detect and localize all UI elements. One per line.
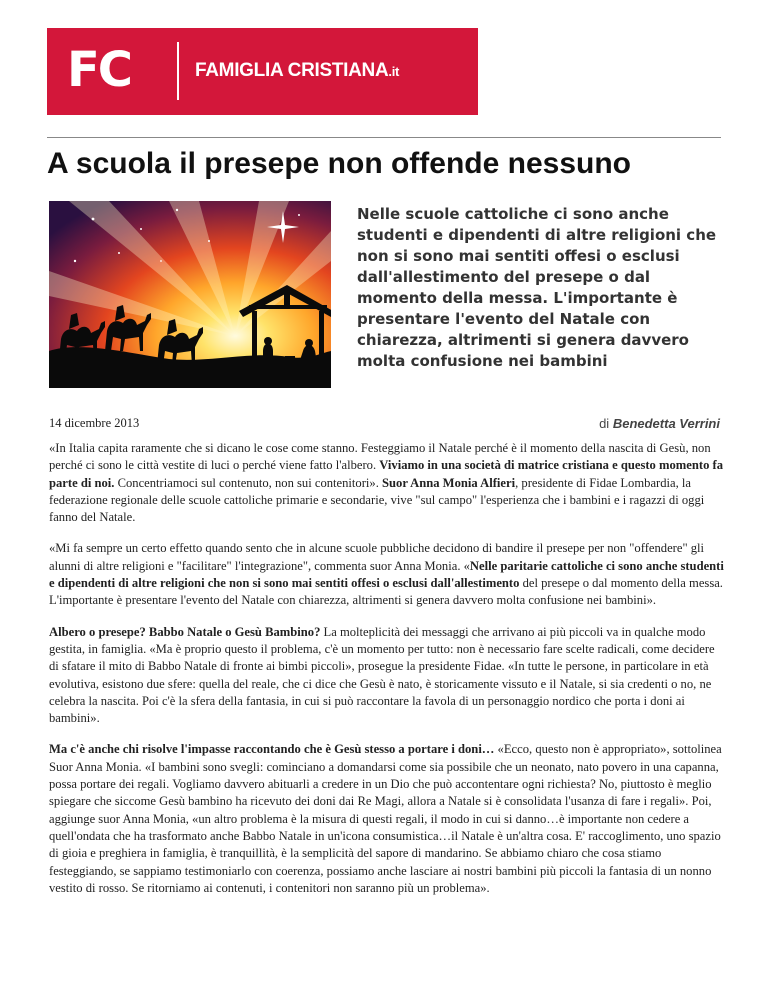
bold-text: Ma c'è anche chi risolve l'impasse raccontando che è Gesù stesso a portare i doni… — [49, 742, 495, 757]
byline — [599, 416, 720, 431]
logo-name — [195, 59, 399, 84]
text-run: , presidente di Fidae Lombardia, la federazione regionale delle scuole cattoliche primarie e secondarie, vive "sul campo" l'esperienza che i bambini e i ragazzi di oggi fanno del Natale. — [49, 475, 705, 525]
bold-text: Viviamo in una società di matrice cristiana e questo momento fa parte di noi. — [49, 458, 724, 490]
bold-text: Nelle paritarie cattoliche ci sono anche studenti e dipendenti di altre religioni che non si sono mai sentiti offesi o esclusi dall'allestimento — [49, 558, 724, 591]
logo-suffix: .it — [388, 64, 400, 79]
text-run: «Ecco, questo non è appropriato», sottolinea Suor Anna Monia. «I bambini sono svegli: cominciano a domandarsi come sia possibile che un neonato, nato povero in una capanna, possa portare dei regali. Vogliamo davvero abituarli a credere in un Dio che può accontentare ogni richiesta? No, piuttosto è meglio spiegare che siccome Gesù bambino ha ricevuto dei doni dai Re Magi, allora a Natale si è consolidata l'usanza di fare i regali». Poi, aggiunge suor Anna Monia, «un altro problema è la misura di questi regali, il modo in cui si danno…è importante non cedere a quell'ondata che ha trasformato anche Babbo Natale in un'icona consumistica…il Natale è un'altra cosa. E' raccoglimento, uno spazio di gioia e preghiera in famiglia, è tranquillità, è la semplicità del sapore di mandarino. Se abbiamo chiaro che cosa stiamo festeggiando, se sappiamo testimoniarlo con coerenza, possiamo anche lasciare ai nostri bambini più piccoli la fantasia di un nonno vestito di rosso. Se ritorniamo ai contenuti, i contenitori non saranno più un problema». — [49, 742, 722, 895]
text-run: «In Italia capita raramente che si dicano le cose come stanno. Festeggiamo il Natale perché è il momento della nascita di Gesù, non perché ci sono le città vestite di luci o perché viene fatto l'albero. — [49, 441, 711, 473]
site-logo[interactable] — [47, 28, 478, 115]
article-paragraph — [49, 624, 725, 728]
logo-divider — [177, 42, 179, 100]
text-run: Concentriamoci sul contenuto, non sui contenitori». — [114, 475, 383, 490]
author-name[interactable]: Benedetta Verrini — [612, 416, 720, 431]
article-body — [49, 440, 725, 911]
article-date: 14 dicembre 2013 — [49, 416, 140, 430]
article-paragraph — [49, 540, 725, 609]
bold-text: Albero o presepe? Babbo Natale o Gesù Bambino? — [49, 624, 321, 639]
article-title: A scuola il presepe non offende nessuno — [47, 147, 631, 180]
text-run: La molteplicità dei messaggi che arrivano ai più piccoli va in qualche modo gestita, in famiglia. «Ma è proprio questo il problema, c'è un momento per tutto: non è necessario fare scelte radicali, come decidere di sfatare il mito di Babbo Natale di fronte ai bimbi piccoli», prosegue la presidente Fidae. «In tutte le persone, in particolare in età evolutiva, esistono due sfere: quella del reale, che ci dice che Gesù è nato, è storicamente vissuto e il Natale, si sia credenti o no, ne celebra la nascita. Poi c'è la sfera della fantasia, in cui si può raccontare la favola di un personaggio nordico che porta i doni ai bambini». — [49, 624, 715, 726]
text-run: «Mi fa sempre un certo effetto quando sento che in alcune scuole pubbliche decidono di bandire il presepe per non "offendere" gli alunni di altre religioni e "facilitare" l'integrazione", commenta suor Anna Monia. « — [49, 541, 705, 573]
article-lead: Nelle scuole cattoliche ci sono anche studenti e dipendenti di altre religioni che non si sono mai sentiti offesi o esclusi dall'allestimento del presepe o dal momento della messa. L'importante è presentare l'evento del Natale con chiarezza, altrimenti si genera davvero molta confusione nei bambini — [357, 205, 717, 370]
hero-image — [49, 201, 331, 388]
bold-text: Suor Anna Monia Alfieri — [382, 475, 516, 490]
logo-name-text: FAMIGLIA CRISTIANA — [195, 60, 389, 81]
byline-prefix: di — [599, 416, 610, 431]
header-divider — [47, 137, 721, 138]
logo-mark: FC — [67, 42, 132, 98]
text-run: del presepe o dal momento della messa. L'importante è presentare l'evento del Natale con chiarezza, altrimenti si genera davvero molta confusione nei bambini». — [49, 576, 723, 608]
article-paragraph — [49, 440, 725, 526]
article-paragraph — [49, 741, 725, 897]
